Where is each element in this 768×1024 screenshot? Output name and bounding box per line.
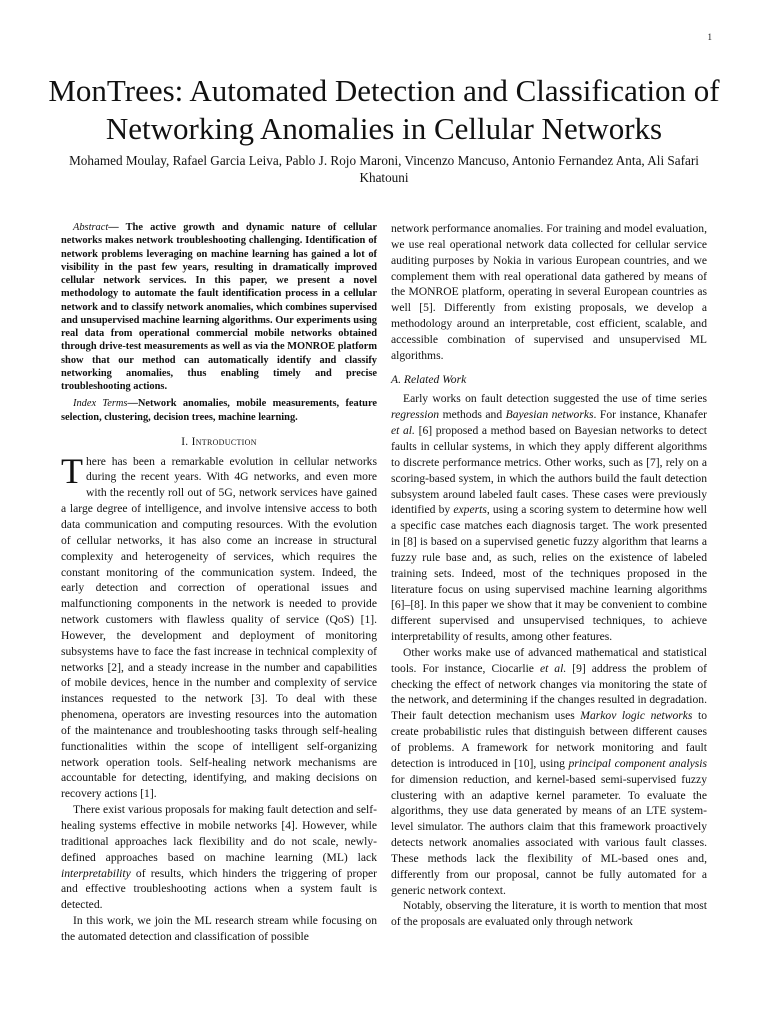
intro-paragraph-1	[61, 450, 377, 803]
abstract	[61, 221, 377, 393]
subsection-heading-related-work	[391, 372, 707, 388]
emphasis-text: principal component analysis	[568, 756, 707, 770]
emphasis-text: et al.	[391, 424, 415, 438]
left-column	[61, 221, 377, 945]
author-list: Mohamed Moulay, Rafael Garcia Leiva, Pablo J. Rojo Maroni, Vincenzo Mancuso, Antonio Fernandez Anta, Ali Safari Khatouni	[69, 153, 699, 185]
right-column	[391, 221, 707, 930]
intro-paragraph-3	[61, 913, 377, 945]
text-run: In this work, we join the ML research stream while focusing on the automated detection and classification of possible	[61, 914, 377, 943]
drop-cap: T	[61, 450, 83, 491]
text-run: Other works make use of advanced mathematical and statistical tools. For instance, Ciocarlie	[391, 645, 707, 675]
index-terms-label: Index Terms	[73, 398, 128, 410]
text-run: to create probabilistic rules that distinguish between different causes of problems. A framework for network monitoring and fault detection is introduced in [10], using	[391, 709, 708, 770]
text-run: . For instance, Khanafer	[593, 408, 707, 422]
emphasis-text: regression	[391, 408, 440, 422]
index-terms	[61, 397, 377, 424]
emphasis-text: Markov logic networks	[580, 709, 693, 723]
abstract-label: Abstract	[73, 222, 109, 233]
section-title: Introduction	[191, 435, 257, 448]
paper-title: MonTrees: Automated Detection and Classification of Networking Anomalies in Cellular Networks	[48, 73, 720, 146]
subsection-title: Related Work	[403, 372, 467, 386]
index-terms-text: —Network anomalies, mobile measurements, feature selection, clustering, decision trees, machine learning.	[61, 398, 377, 423]
text-run: of results, which hinders the triggering of proper and effective troubleshooting actions when a system fault is detected.	[61, 866, 377, 912]
intro-paragraph-3-continued: network performance anomalies. For training and model evaluation, we use real operational network data collected for cellular service auditing purposes by Nokia in various European countries, and we complement them with real operational data gathered by means of the MONROE platform, operating in several European countries as well [5]. Differently from existing proposals, we develop a methodology around an interpretable, cost efficient, scalable, and accessible combination of supervised and unsupervised ML algorithms.	[391, 222, 707, 362]
text-run: There exist various proposals for making fault detection and self-healing systems effective in mobile networks [4]. However, while traditional approaches lack flexibility and do not scale, newly-defined approaches based on machine learning (ML) lack	[61, 803, 377, 864]
emphasis-text: interpretability	[61, 866, 131, 880]
emphasis-text: experts	[453, 503, 487, 517]
section-number: I.	[181, 435, 189, 448]
related-paragraph-2	[391, 645, 707, 899]
page-number: 1	[707, 32, 712, 42]
subsection-letter: A.	[391, 372, 401, 386]
text-run: Early works on fault detection suggested the use of time series	[403, 392, 707, 406]
intro-paragraph-1-text: here has been a remarkable evolution in cellular networks during the recent years. With 4G networks, and even more with the recently roll out of 5G, network services have gained a large degree of intelligence, and involve intensive access to both data communication and computing resources. With the evolution of cellular networks, it has also come an increase in structural complexity and heterogeneity of services, which requires the constant monitoring of the communication system. Indeed, the early detection and correction of operational issues and malfunctioning components in the network is needed to provide network customers with flawless quality of service (QoS) [1]. However, the development and deployment of monitoring subsystems have to face the fast increase in technical complexity of networks [2], and a steady increase in the number and capabilities of mobile devices, hence in the number and complexity of service instances requested to the network [3]. To deal with these phenomena, operators are investing resources into the automation of the maintenance and troubleshooting tasks through self-healing functionalities within the scope of intelligent self-organizing network operation tools. Self-healing network mechanisms are accountable for detecting, identifying, and making decisions on recovery actions [1].	[61, 454, 377, 801]
text-run: methods and	[439, 408, 506, 422]
section-heading-introduction	[61, 435, 377, 451]
related-paragraph-1	[391, 391, 707, 645]
text-run: for dimension reduction, and kernel-based semi-supervised fuzzy clustering with an adaptive kernel parameter. To evaluate the algorithms, they use data generated by means of an LTE system-level simulator. The authors claim that this framework proactively detects network anomalies associated with various fault classes. These methods lack the flexibility of ML-based ones and, differently from our proposal, cannot be fully automated for a generic network context.	[391, 772, 707, 897]
text-run: , using a scoring system to determine how well a specific case matches each diagnosis target. The work presented in [8] is based on a supervised genetic fuzzy algorithm that learns a fuzzy rule base and, as such, relies on the existence of labeled training sets. Indeed, most of the techniques proposed in the literature focus on using supervised machine learning algorithms [6]–[8]. In this paper we show that it may be convenient to combine different supervised and unsupervised techniques, to achieve interpretability of results, among other features.	[391, 503, 707, 644]
text-run: [9] address the problem of checking the effect of network changes via monitoring the state of the network, and determining if the changes resulted in degradation. Their fault detection mechanism uses	[391, 661, 707, 723]
abstract-text: — The active growth and dynamic nature of cellular networks makes network troubleshooting challenging. Identification of network problems leveraging on machine learning has gained a lot of visibility in the past few years, resulting in dramatically improved cellular network services. In this paper, we present a novel methodology to automate the fault identification process in a cellular network and to classify network anomalies, which combines supervised and unsupervised machine learning algorithms. Our experiments using real data from operational commercial mobile networks obtained through drive-test measurements as well as via the MONROE platform show that our method can automatically identify and classify networking anomalies, thus enabling timely and precise troubleshooting actions.	[61, 222, 377, 392]
text-run: [6] proposed a method based on Bayesian networks to detect faults in cellular systems, in which they apply different algorithms to discrete performance metrics. Other works, such as [7], rely on a scoring-based system, in which the authors build the fault detection subsystem around labeled fault cases. These cases were previously identified by	[391, 424, 707, 517]
emphasis-text: Bayesian networks	[505, 408, 594, 422]
related-paragraph-3: Notably, observing the literature, it is worth to mention that most of the proposals are evaluated only through network	[391, 899, 707, 929]
emphasis-text: et al.	[539, 661, 567, 675]
intro-paragraph-2	[61, 802, 377, 913]
